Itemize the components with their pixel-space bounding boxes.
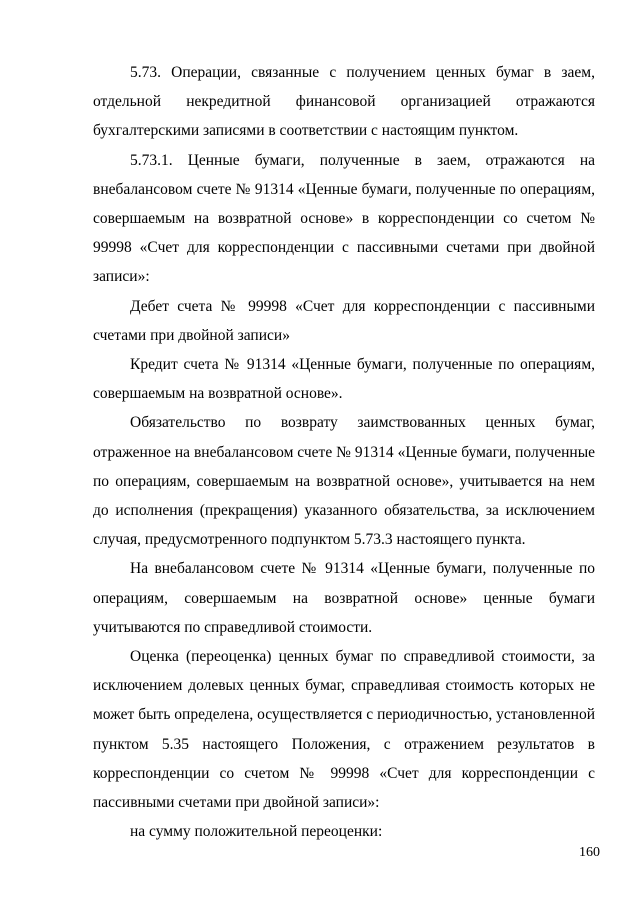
paragraph-5-73: 5.73. Операции, связанные с получением ценных бумаг в заем, отдельной некредитной финансовой организацией отражаются бухгалтерскими записями в соответствии с настоящим пунктом. [93,64,595,140]
paragraph-obligation: Обязательство по возврату заимствованных ценных бумаг, отраженное на внебалансовом счете № 91314 «Ценные бумаги, полученные по операциям, совершаемым на возвратной основе», учитывается на нем до исполнения (прекращения) указанного обязательства, за исключением случая, предусмотренного подпунктом 5.73.3 настоящего пункта. [93,414,595,549]
body-text [93,58,595,846]
paragraph-positive-revaluation: на сумму положительной переоценки: [130,823,383,841]
paragraph-credit-entry: Кредит счета № 91314 «Ценные бумаги, полученные по операциям, совершаемым на возвратной основе». [93,356,595,403]
paragraph-revaluation: Оценка (переоценка) ценных бумаг по справедливой стоимости, за исключением долевых ценных бумаг, справедливая стоимость которых не может быть определена, осуществляется с периодичностью, установленной пунктом 5.35 настоящего Положения, с отражением результатов в корреспонденции со счетом № 99998 «Счет для корреспонденции с пассивными счетами при двойной записи»: [93,648,595,812]
paragraph-5-73-1: 5.73.1. Ценные бумаги, полученные в заем, отражаются на внебалансовом счете № 91314 «Ценные бумаги, полученные по операциям, совершаемым на возвратной основе» в корреспонденции со счетом № 99998 «Счет для корреспонденции с пассивными счетами при двойной записи»: [93,151,595,286]
paragraph-fair-value: На внебалансовом счете № 91314 «Ценные бумаги, полученные по операциям, совершаемым на возвратной основе» ценные бумаги учитываются по справедливой стоимости. [93,560,595,636]
paragraph-debit-entry: Дебет счета № 99998 «Счет для корреспонденции с пассивными счетами при двойной записи» [93,297,595,344]
page-number: 160 [579,845,600,860]
